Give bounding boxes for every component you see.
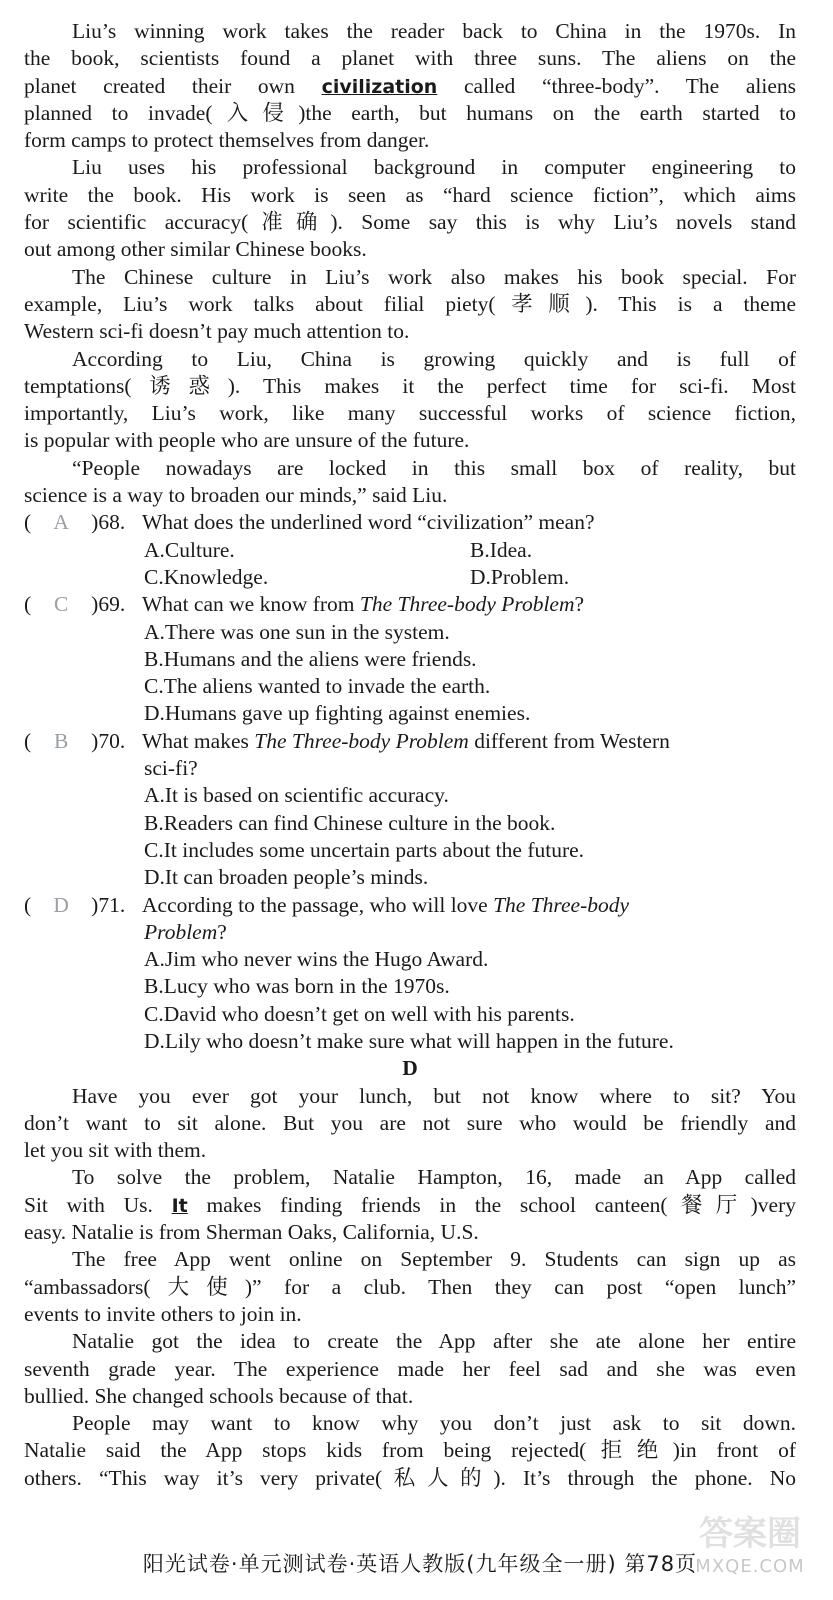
question-69 xyxy=(24,591,796,618)
text-line: The free App went online on September 9. Students can sign up as xyxy=(72,1247,796,1272)
book-title: The Three-body Problem xyxy=(359,592,575,617)
text-line: write the book. His work is seen as “hard science fiction”, which aims xyxy=(24,182,796,207)
option: D.Lily who doesn’t make sure what will happen in the future. xyxy=(144,1028,674,1053)
watermark-url: MXQE.COM xyxy=(695,1556,805,1577)
text-line: science is a way to broaden our minds,” said Liu. xyxy=(24,483,448,508)
text-line: the book, scientists found a planet with three suns. The aliens on the xyxy=(24,46,796,71)
book-title: The Three-body xyxy=(493,892,630,917)
text-line: importantly, Liu’s work, like many successful works of science fiction, xyxy=(24,401,796,426)
section-title: D xyxy=(402,1056,418,1081)
text-line: for scientific accuracy(准确). Some say this is why Liu’s novels stand xyxy=(24,210,796,235)
watermark-logo: 答案圈 xyxy=(699,1514,801,1554)
text-line: According to Liu, China is growing quickly and is full of xyxy=(72,346,796,371)
answer-bracket xyxy=(24,892,142,919)
option: D.Problem. xyxy=(470,564,570,589)
text-span: Sit with Us. xyxy=(24,1192,172,1217)
option: B.Readers can find Chinese culture in the book. xyxy=(144,810,556,835)
text-line: Liu’s winning work takes the reader back to China in the 1970s. In xyxy=(72,19,796,43)
open-paren: ( xyxy=(24,510,32,535)
option: C.David who doesn’t get on well with his parents. xyxy=(144,1001,575,1026)
text-span: planet created their own xyxy=(24,73,322,98)
answer-letter: D xyxy=(53,892,69,917)
text-line: bullied. She changed schools because of that. xyxy=(24,1383,414,1408)
text-line: The Chinese culture in Liu’s work also makes his book special. For xyxy=(72,264,796,289)
question-stem-continued: sci-fi? xyxy=(144,756,198,781)
book-title: The Three-body Problem xyxy=(254,728,469,753)
option: A.It is based on scientific accuracy. xyxy=(144,783,449,808)
text-line: temptations(诱惑). This makes it the perfect time for sci-fi. Most xyxy=(24,373,796,398)
option: C.The aliens wanted to invade the earth. xyxy=(144,674,491,699)
text-line: “People nowadays are locked in this small box of reality, but xyxy=(72,455,796,480)
text-line: easy. Natalie is from Sherman Oaks, California, U.S. xyxy=(24,1220,479,1245)
option: A.There was one sun in the system. xyxy=(144,619,450,644)
stem-text: According to the passage, who will love xyxy=(142,892,494,917)
text-line: Have you ever got your lunch, but not know where to sit? You xyxy=(72,1083,796,1108)
text-line: Western sci-fi doesn’t pay much attention to. xyxy=(24,319,410,344)
text-span: called “three-body”. The aliens xyxy=(437,73,796,98)
watermark xyxy=(695,1512,805,1582)
question-number: )68. xyxy=(91,510,126,535)
stem-text: ? xyxy=(574,592,585,617)
question-stem xyxy=(142,728,796,755)
option: A.Culture. xyxy=(144,537,235,562)
option-row xyxy=(24,537,796,564)
text-line: form camps to protect themselves from danger. xyxy=(24,128,430,153)
answer-bracket xyxy=(24,591,142,618)
question-number: )70. xyxy=(91,728,126,753)
option: B.Idea. xyxy=(470,537,533,562)
answer-letter: A xyxy=(53,510,69,535)
book-title: Problem xyxy=(144,919,218,944)
open-paren: ( xyxy=(24,892,32,917)
option: C.Knowledge. xyxy=(144,564,269,589)
text-line: don’t want to sit alone. But you are not sure who would be friendly and xyxy=(24,1110,796,1135)
text-line: planned to invade(入侵)the earth, but humans on the earth started to xyxy=(24,100,796,125)
text-line: seventh grade year. The experience made her feel sad and she was even xyxy=(24,1356,796,1381)
stem-text: different from Western xyxy=(468,728,670,753)
answer-bracket xyxy=(24,509,142,536)
text-line xyxy=(24,1192,796,1219)
document-page xyxy=(24,18,796,1492)
stem-text: What can we know from xyxy=(142,592,360,617)
question-70 xyxy=(24,728,796,755)
text-line: People may want to know why you don’t just ask to sit down. xyxy=(72,1411,796,1436)
option: B.Lucy who was born in the 1970s. xyxy=(144,974,450,999)
answer-letter: C xyxy=(54,592,69,617)
question-71 xyxy=(24,892,796,919)
underlined-word: civilization xyxy=(321,75,438,98)
question-number: )71. xyxy=(91,892,126,917)
stem-text: What makes xyxy=(142,728,255,753)
open-paren: ( xyxy=(24,728,32,753)
question-stem xyxy=(142,591,584,618)
option: B.Humans and the aliens were friends. xyxy=(144,646,477,671)
answer-letter: B xyxy=(54,728,69,753)
text-line: let you sit with them. xyxy=(24,1138,207,1163)
question-stem xyxy=(142,892,629,919)
answer-bracket xyxy=(24,728,142,755)
underlined-word: It xyxy=(171,1194,188,1217)
open-paren: ( xyxy=(24,592,32,617)
option: C.It includes some uncertain parts about the future. xyxy=(144,837,585,862)
text-line: others. “This way it’s very private(私人的). It’s through the phone. No xyxy=(24,1465,796,1490)
question-stem-continued xyxy=(24,919,796,946)
question-stem: What does the underlined word “civilization” mean? xyxy=(142,510,595,535)
text-line: Natalie said the App stops kids from being rejected(拒绝)in front of xyxy=(24,1438,796,1463)
text-line xyxy=(24,73,796,100)
text-line: is popular with people who are unsure of the future. xyxy=(24,428,470,453)
text-line: Natalie got the idea to create the App after she ate alone her entire xyxy=(72,1329,796,1354)
question-68 xyxy=(24,509,796,536)
option-row xyxy=(24,564,796,591)
text-line: To solve the problem, Natalie Hampton, 16, made an App called xyxy=(72,1165,796,1190)
text-line: “ambassadors(大使)” for a club. Then they can post “open lunch” xyxy=(24,1274,796,1299)
question-number: )69. xyxy=(91,592,126,617)
page-footer: 阳光试卷·单元测试卷·英语人教版(九年级全一册) 第78页 xyxy=(142,1552,698,1576)
option: D.Humans gave up fighting against enemies. xyxy=(144,701,531,726)
stem-text: ? xyxy=(217,919,227,944)
text-line: out among other similar Chinese books. xyxy=(24,237,367,262)
text-span: makes finding friends in the school canteen(餐厅)very xyxy=(187,1192,796,1217)
option: D.It can broaden people’s minds. xyxy=(144,865,429,890)
option: A.Jim who never wins the Hugo Award. xyxy=(144,947,489,972)
text-line: events to invite others to join in. xyxy=(24,1301,302,1326)
text-line: example, Liu’s work talks about filial piety(孝顺). This is a theme xyxy=(24,291,796,316)
text-line: Liu uses his professional background in computer engineering to xyxy=(72,155,796,180)
